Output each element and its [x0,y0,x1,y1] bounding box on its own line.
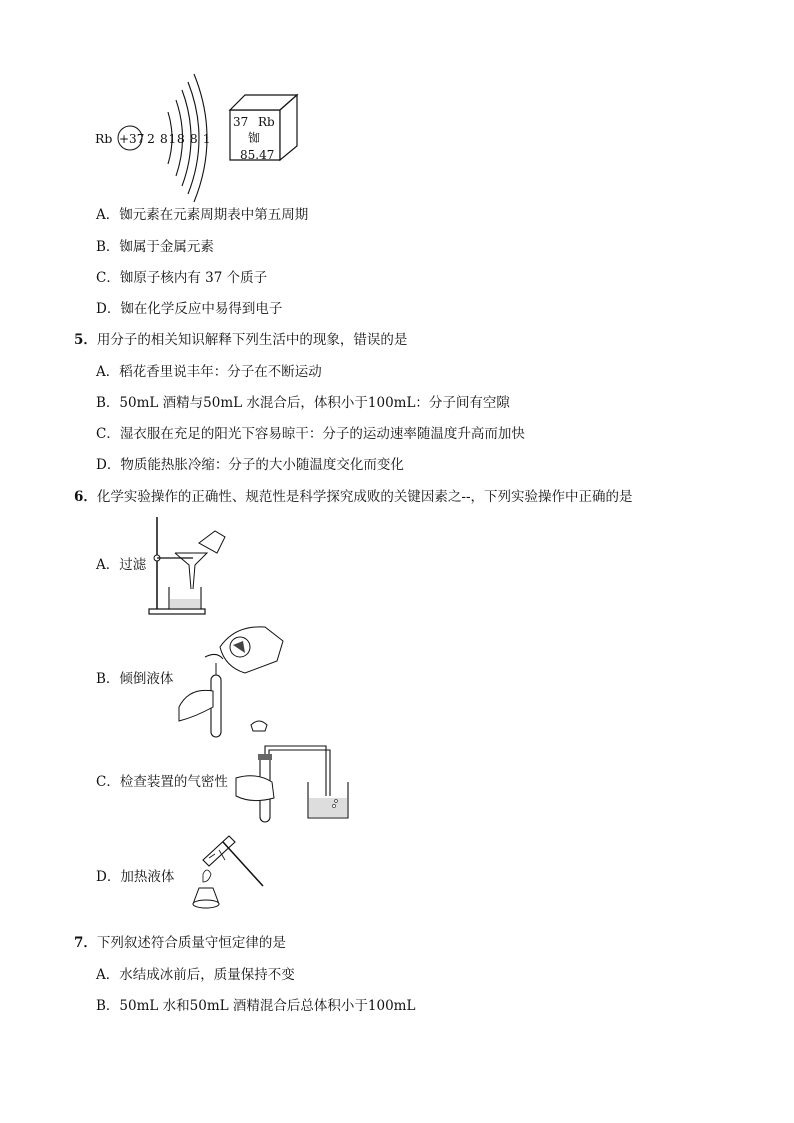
shell-electrons: 2 818 8 1 [147,131,212,146]
tile-atomic-mass: 85.47 [240,148,275,162]
q5-number: 5． [74,332,97,348]
tile-element-name: 铷 [248,131,261,145]
q6-option-b: B．倾倒液体 [96,671,174,687]
heating-liquid-illustration [185,832,275,922]
q5-option-a: A．稻花香里说丰年：分子在不断运动 [96,364,322,380]
filtration-illustration [145,515,235,615]
q4-option-a: A．铷元素在元素周期表中第五周期 [96,207,309,223]
tile-atomic-number: 37 [233,115,249,129]
q5-stem [74,331,407,349]
q6-option-a: A．过滤 [96,557,147,573]
q5-option-c: C．湿衣服在充足的阳光下容易晾干：分子的运动速率随温度升高而加快 [96,426,525,442]
tile-symbol: Rb [258,115,275,129]
pouring-liquid-illustration [175,617,295,737]
q6-stem [74,488,633,506]
airtightness-check-illustration [230,738,360,828]
q4-option-d: D．铷在化学反应中易得到电子 [96,301,283,317]
q6-number: 6． [74,489,97,505]
q4-option-c: C．铷原子核内有 37 个质子 [96,270,268,286]
q6-option-d: D．加热液体 [96,869,175,885]
q6-option-c: C．检查装置的气密性 [96,774,228,790]
q7-stem-text: 下列叙述符合质量守恒定律的是 [96,935,286,951]
q5-stem-text: 用分子的相关知识解释下列生活中的现象，错误的是 [96,332,408,348]
q7-option-a: A．水结成冰前后，质量保持不变 [96,967,295,983]
nucleus-charge: +37 [119,132,145,146]
q5-option-b: B．50mL 酒精与50mL 水混合后，体积小于100mL：分子间有空隙 [96,395,510,411]
q4-option-b: B．铷属于金属元素 [96,239,214,255]
q5-option-d: D．物质能热胀冷缩：分子的大小随温度交化而变化 [96,457,404,473]
q6-stem-text: 化学实验操作的正确性、规范性是科学探究成败的关键因素之--，下列实验操作中正确的是 [96,489,633,505]
q7-option-b: B．50mL 水和50mL 酒精混合后总体积小于100mL [96,998,416,1014]
q7-number: 7． [74,935,97,951]
q7-stem [74,934,286,952]
atom-symbol: Rb [95,131,113,146]
